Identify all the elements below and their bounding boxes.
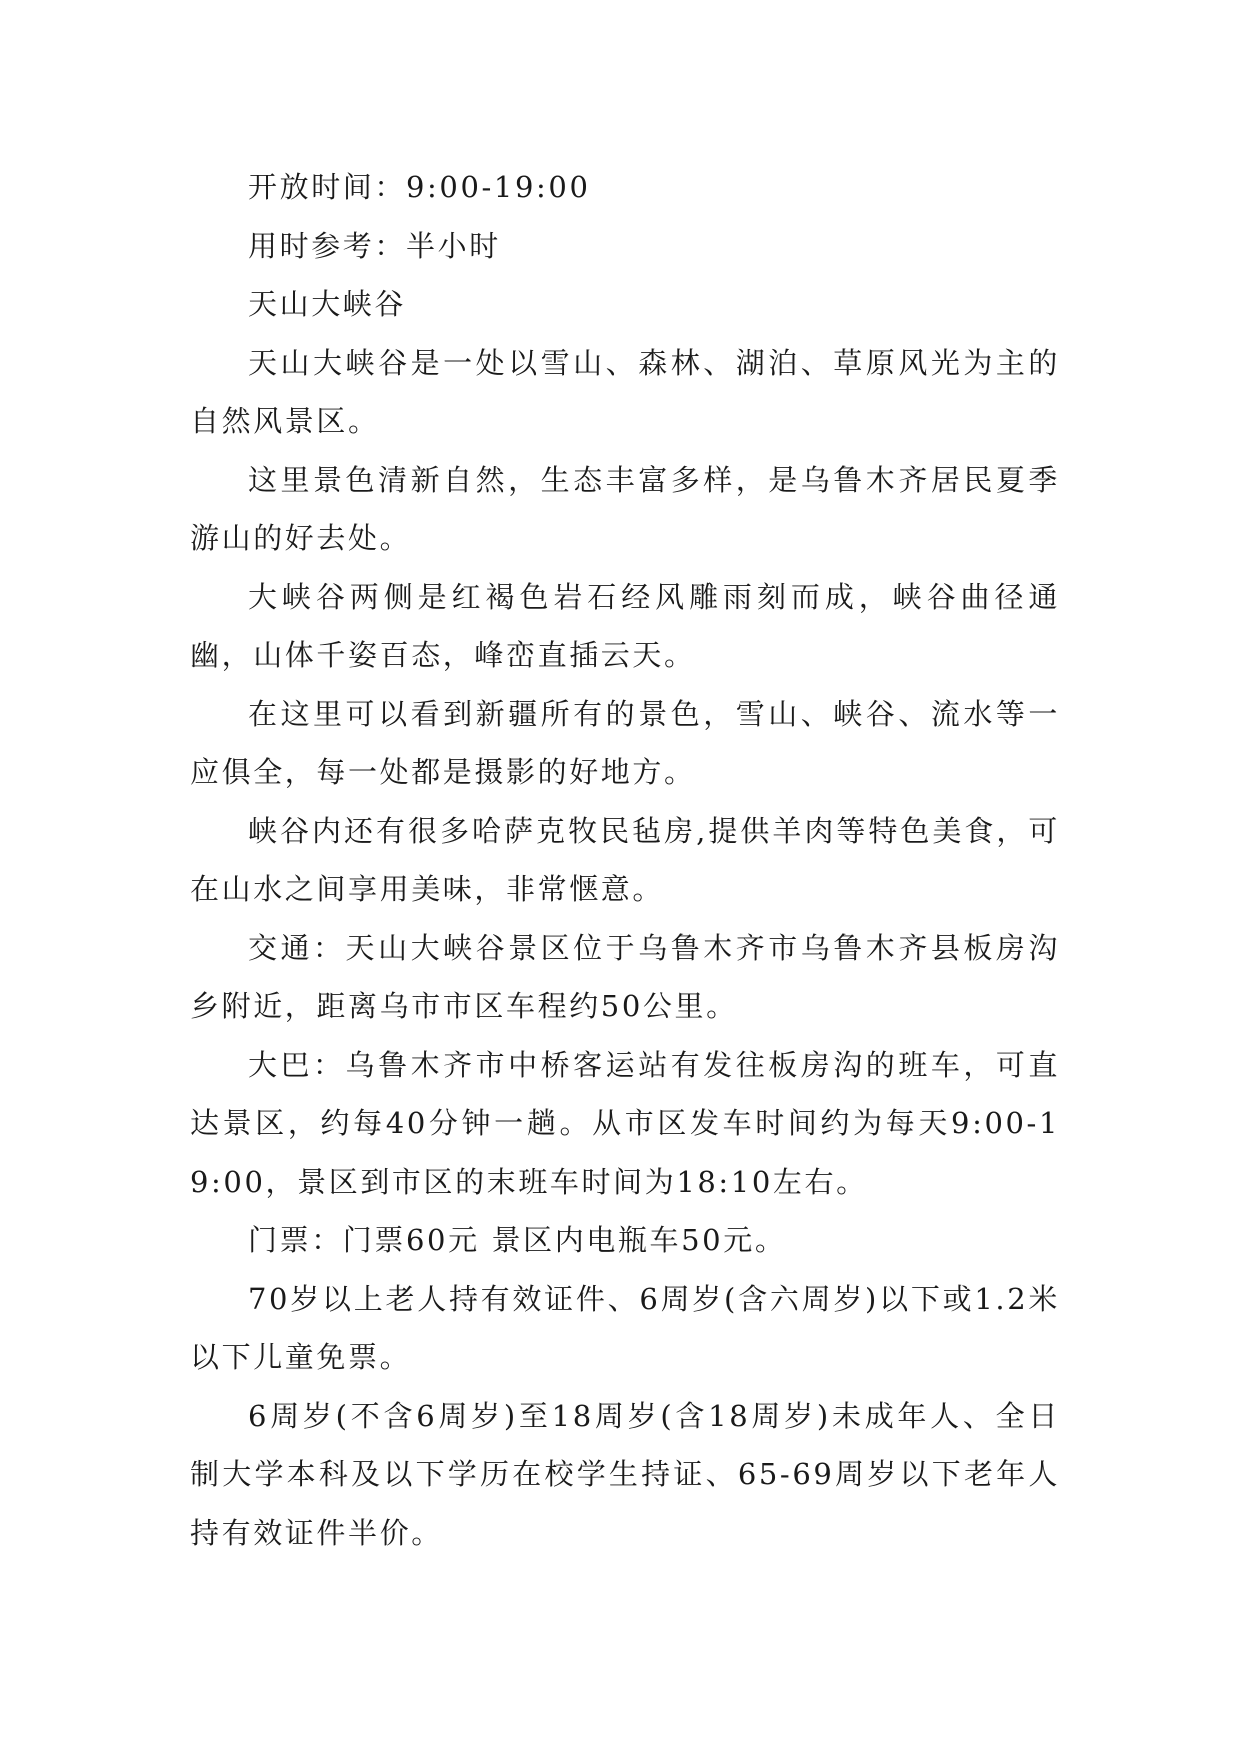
paragraph-tickets: 门票：门票60元 景区内电瓶车50元。 <box>248 1223 787 1257</box>
paragraph-opening-hours: 开放时间：9:00-19:00 <box>248 170 591 204</box>
paragraph-half-price: 6周岁(不含6周岁)至18周岁(含18周岁)未成年人、全日制大学本科及以下学历在校学生持证、65-69周岁以下老年人持有效证件半价。 <box>190 1398 1060 1550</box>
paragraph-rock-formations: 大峡谷两侧是红褐色岩石经风雕雨刻而成，峡谷曲径通幽，山体千姿百态，峰峦直插云天。 <box>190 579 1060 672</box>
document-body <box>190 158 1060 1562</box>
paragraph-bus: 大巴：乌鲁木齐市中桥客运站有发往板房沟的班车，可直达景区，约每40分钟一趟。从市区发车时间约为每天9:00-19:00，景区到市区的末班车时间为18:10左右。 <box>190 1047 1060 1199</box>
paragraph-views: 在这里可以看到新疆所有的景色，雪山、峡谷、流水等一应俱全，每一处都是摄影的好地方。 <box>190 696 1060 789</box>
paragraph-transport: 交通：天山大峡谷景区位于乌鲁木齐市乌鲁木齐县板房沟乡附近，距离乌市市区车程约50公里。 <box>190 930 1060 1023</box>
paragraph-yurts-food: 峡谷内还有很多哈萨克牧民毡房,提供羊肉等特色美食，可在山水之间享用美味，非常惬意。 <box>190 813 1060 906</box>
paragraph-time-reference: 用时参考：半小时 <box>248 228 501 263</box>
paragraph-scenery: 这里景色清新自然，生态丰富多样，是乌鲁木齐居民夏季游山的好去处。 <box>190 462 1060 555</box>
section-heading-tianshan-canyon: 天山大峡谷 <box>248 287 407 321</box>
paragraph-canyon-intro: 天山大峡谷是一处以雪山、森林、湖泊、草原风光为主的自然风景区。 <box>190 345 1060 438</box>
paragraph-free-admission: 70岁以上老人持有效证件、6周岁(含六周岁)以下或1.2米以下儿童免票。 <box>190 1281 1060 1374</box>
